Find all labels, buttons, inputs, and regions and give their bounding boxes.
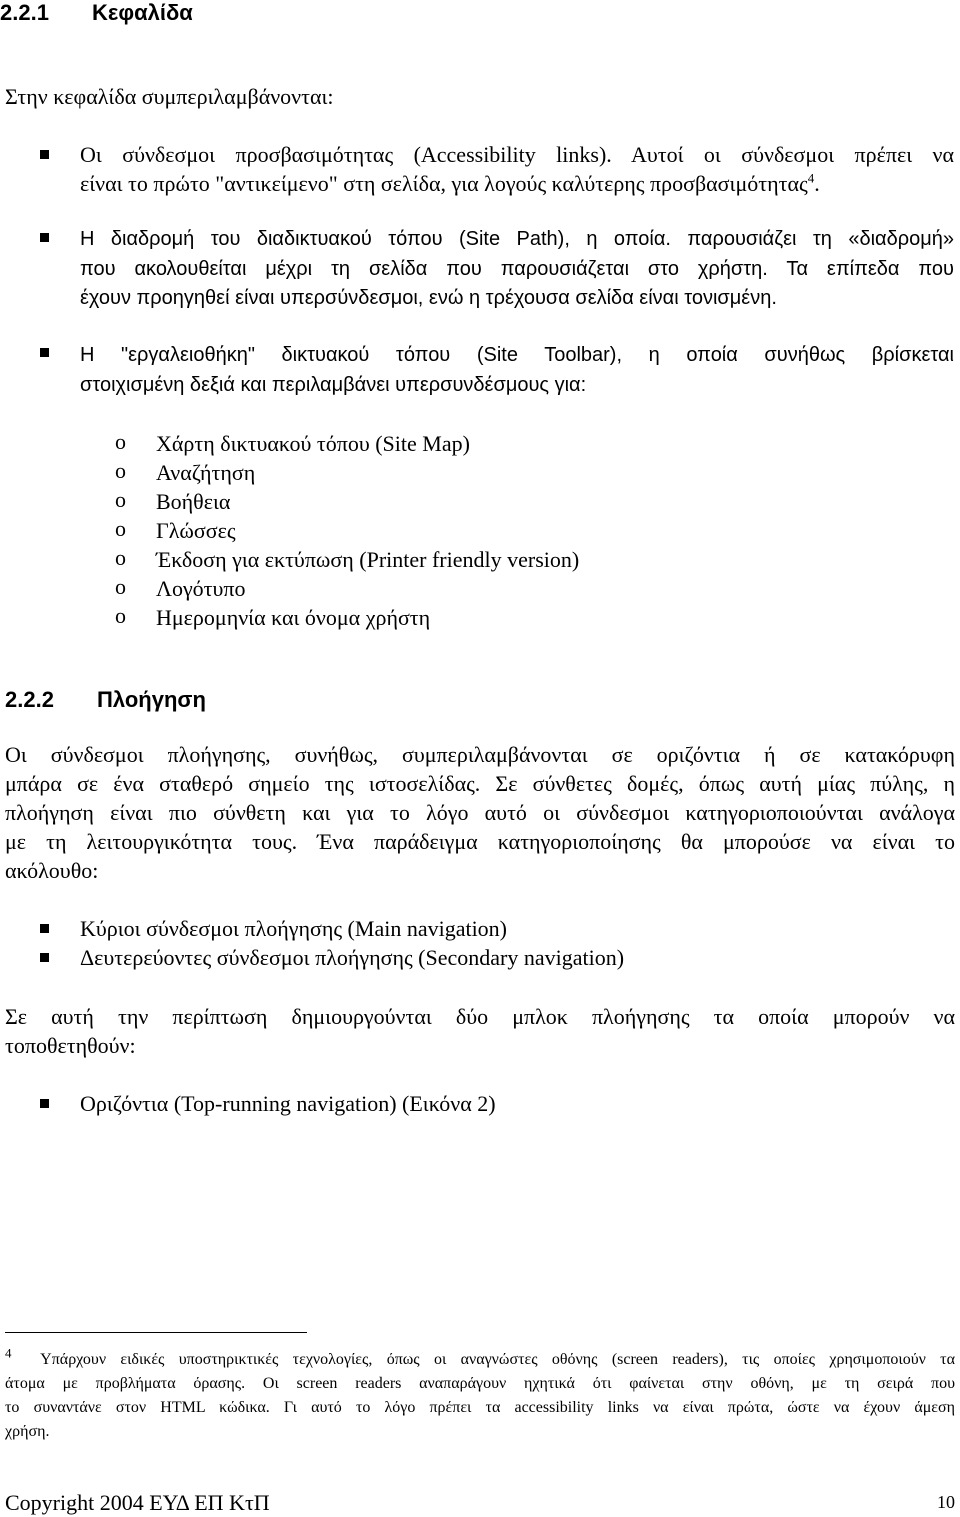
bullet-text: Οριζόντια (Top-running navigation) (Εικόνα 2)	[80, 1091, 496, 1116]
footnote	[5, 1345, 955, 1444]
square-bullet-icon	[40, 953, 49, 962]
intro-text: Στην κεφαλίδα συμπεριλαμβάνονται:	[5, 84, 334, 109]
circle-bullet-icon: o	[115, 545, 126, 570]
bullet-text-line	[80, 169, 820, 198]
circle-bullet-icon: o	[115, 516, 126, 541]
bullet-text: είναι το πρώτο "αντικείμενο" στη σελίδα, για λογούς καλύτερης προσβασιμότητας	[80, 171, 808, 196]
circle-bullet-icon: o	[115, 487, 126, 512]
list-item: Γλώσσες	[156, 518, 236, 543]
square-bullet-icon	[40, 1099, 49, 1108]
bullet-text-line: έχουν προηγηθεί είναι υπερσύνδεσμοι, ενώ η τρέχουσα σελίδα είναι τονισμένη.	[80, 287, 777, 309]
paragraph-line: Οι σύνδεσμοι πλοήγησης, συνήθως, συμπεριλαμβάνονται σε οριζόντια ή σε κατακόρυφη	[5, 742, 955, 767]
bullet-text-line: Η "εργαλειοθήκη" δικτυακού τόπου (Site Toolbar), η οποία συνήθως βρίσκεται	[80, 344, 954, 366]
page-number: 10	[937, 1492, 955, 1512]
footnote-line: άτομα με προβλήματα όρασης. Οι screen readers αναπαράγουν ηχητικά ότι φαίνεται στην οθόνη, με τη σειρά που	[5, 1375, 955, 1392]
square-bullet-icon	[40, 150, 49, 159]
circle-bullet-icon: o	[115, 458, 126, 483]
paragraph-line: πλοήγηση είναι πιο σύνθετη και για το λόγο αυτό οι σύνδεσμοι κατηγοριοποιούνται ανάλογα	[5, 800, 955, 825]
footnote-number: 4	[5, 1345, 12, 1361]
footnote-ref: 4	[807, 170, 815, 186]
bullet-text: Κύριοι σύνδεσμοι πλοήγησης (Main navigation)	[80, 916, 508, 941]
bullet-text-line: που ακολουθείται μέχρι τη σελίδα που παρουσιάζεται στο χρήστη. Τα επίπεδα που	[80, 258, 954, 280]
section-heading-2-2-2	[5, 687, 206, 713]
footnote-line: χρήση.	[5, 1423, 50, 1440]
circle-bullet-icon: o	[115, 574, 126, 599]
section-number: 2.2.1	[0, 0, 49, 25]
circle-bullet-icon: o	[115, 603, 126, 628]
list-item: Χάρτη δικτυακού τόπου (Site Map)	[156, 431, 470, 456]
paragraph-line: ακόλουθο:	[5, 858, 99, 883]
square-bullet-icon	[40, 348, 49, 357]
paragraph-line: τοποθετηθούν:	[5, 1033, 136, 1058]
section-title: Κεφαλίδα	[92, 0, 193, 25]
footnote-line	[5, 1345, 955, 1372]
section-heading-2-2-1	[0, 0, 193, 26]
square-bullet-icon	[40, 233, 49, 242]
square-bullet-icon	[40, 924, 49, 933]
paragraph-line: με τη λειτουργικότητα τους. Ένα παράδειγμα κατηγοριοποίησης θα μπορούσε να είναι το	[5, 829, 955, 854]
bullet-text-line: Η διαδρομή του διαδικτυακού τόπου (Site Path), η οποία. παρουσιάζει τη «διαδρομή»	[80, 228, 954, 250]
paragraph-line: Σε αυτή την περίπτωση δημιουργούνται δύο μπλοκ πλοήγησης τα οποία μπορούν να	[5, 1004, 955, 1029]
footnote-text: Υπάρχουν ειδικές υποστηρικτικές τεχνολογίες, όπως οι αναγνώστες οθόνης (screen readers), τις οποίες χρησιμοποιούν τα	[40, 1351, 955, 1368]
bullet-text: Δευτερεύοντες σύνδεσμοι πλοήγησης (Secondary navigation)	[80, 945, 625, 970]
section-title: Πλοήγηση	[97, 687, 206, 712]
list-item: Βοήθεια	[156, 489, 231, 514]
paragraph-line: μπάρα σε ένα σταθερό σημείο της ιστοσελίδας. Σε σύνθετες δομές, όπως αυτή μίας πύλης, η	[5, 771, 955, 796]
list-item: Λογότυπο	[156, 576, 246, 601]
footnote-separator	[5, 1332, 307, 1333]
footnote-line: το συναντάνε στον HTML κώδικα. Γι αυτό το λόγο πρέπει τα accessibility links να είναι πρώτα, ώστε να έχουν άμεση	[5, 1399, 955, 1416]
footer-copyright: Copyright 2004 ΕΥΔ ΕΠ ΚτΠ	[5, 1490, 270, 1515]
bullet-text-line: στοιχισμένη δεξιά και περιλαμβάνει υπερσυνδέσμους για:	[80, 374, 587, 396]
punctuation: .	[814, 171, 820, 196]
list-item: Έκδοση για εκτύπωση (Printer friendly version)	[156, 547, 580, 572]
list-item: Ημερομηνία και όνομα χρήστη	[156, 605, 431, 630]
bullet-text-line: Οι σύνδεσμοι προσβασιμότητας (Accessibility links). Αυτοί οι σύνδεσμοι πρέπει να	[80, 142, 954, 167]
circle-bullet-icon: o	[115, 429, 126, 454]
section-number: 2.2.2	[5, 687, 54, 712]
list-item: Αναζήτηση	[156, 460, 256, 485]
